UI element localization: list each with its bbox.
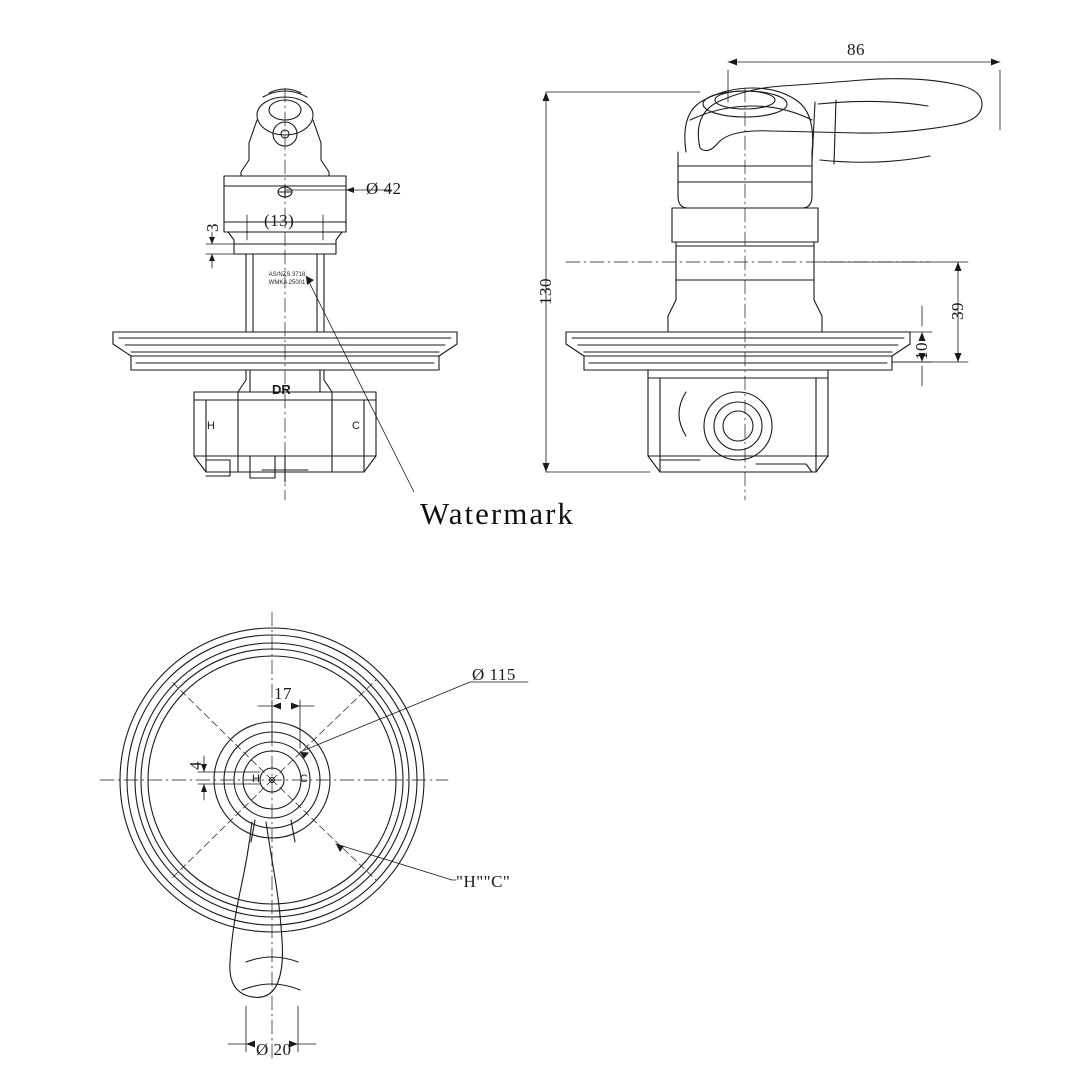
front-height-3-dim: 3	[203, 223, 222, 232]
front-drain-label: DR	[272, 382, 291, 397]
plan-diameter-20-dim: Ø 20	[256, 1040, 292, 1059]
side-height-10-dim: 10	[912, 342, 931, 360]
plan-offset-4-dim: 4	[186, 761, 205, 770]
front-elevation-geometry	[113, 88, 457, 500]
plan-view-geometry	[100, 612, 448, 1060]
side-height-130-dim: 130	[536, 278, 555, 305]
certification-rating-text: WMKA 25001	[268, 280, 306, 286]
plan-diameter-115-dim: Ø 115	[472, 665, 516, 684]
plan-offset-17-dim: 17	[274, 684, 292, 703]
plan-cold-label: C	[300, 773, 308, 785]
side-elevation-dimensions	[543, 59, 1001, 473]
front-cold-label: C	[352, 420, 360, 432]
certification-standard-text: AS/NZS 3718	[268, 272, 306, 278]
front-elevation-dimensions	[206, 187, 414, 492]
watermark-text: Watermark	[420, 496, 575, 531]
front-diameter-42-dim: Ø 42	[366, 179, 402, 198]
plan-hot-label: H	[252, 773, 260, 785]
side-width-86-dim: 86	[847, 40, 865, 59]
plan-hot-cold-callout: "H""C"	[456, 872, 511, 891]
front-reference-13-dim: (13)	[264, 211, 295, 230]
side-elevation-geometry	[566, 79, 982, 500]
side-height-39-dim: 39	[948, 302, 967, 320]
front-hot-label: H	[207, 420, 215, 432]
plan-view-dimensions	[198, 682, 528, 1052]
